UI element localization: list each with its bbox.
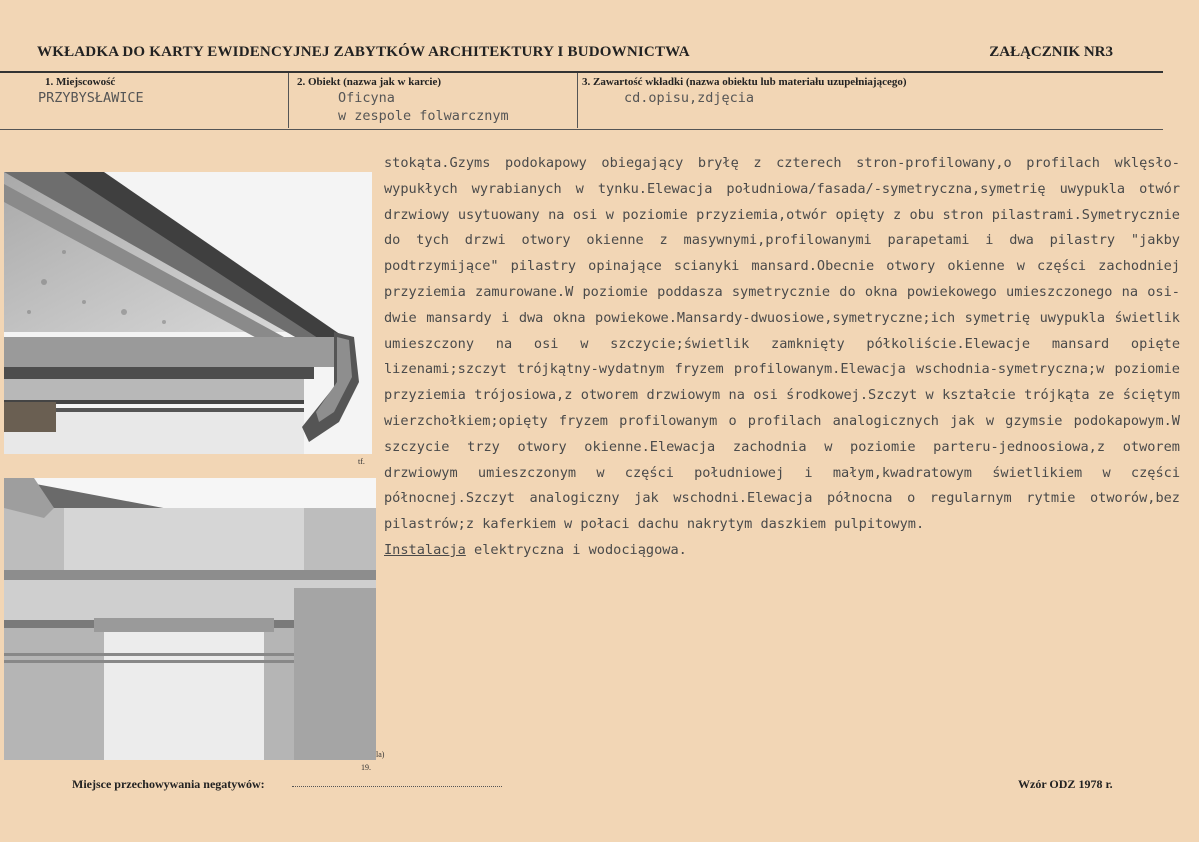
photo-gable-cornice [4,172,372,454]
field-divider-1 [288,73,289,128]
photo-cornice-pilasters [4,478,376,760]
object-value-line2: w zespole folwarcznym [338,108,509,124]
photo1-mark: tf. [358,457,365,466]
contents-label: 3. Zawartość wkładki (nazwa obiektu lub materiału uzupełniającego) [582,76,907,88]
form-title: WKŁADKA DO KARTY EWIDENCYJNEJ ZABYTKÓW ARCHITEKTURY I BUDOWNICTWA [37,44,690,60]
template-label: Wzór ODZ 1978 r. [1018,777,1113,791]
contents-value: cd.opisu,zdjęcia [624,90,755,106]
negatives-label: Miejsce przechowywania negatywów: [72,777,265,791]
negatives-dotted-line [292,786,502,787]
installation-heading: Instalacja [384,541,466,558]
installation-text: elektryczna i wodociągowa. [465,541,687,558]
description-last-line [384,538,1180,564]
header-rule-top [0,71,1163,73]
description-text [384,151,1180,564]
annex-number: ZAŁĄCZNIK NR3 [989,44,1113,60]
locality-label: 1. Miejscowość [45,76,116,88]
object-label: 2. Obiekt (nazwa jak w karcie) [297,76,442,88]
photo2-mark: 19. [361,763,371,772]
locality-value: PRZYBYSŁAWICE [38,90,144,106]
object-value-line1: Oficyna [338,90,395,106]
photo2-side-mark: la) [376,750,385,759]
header-rule-bottom [0,129,1163,130]
field-divider-2 [577,73,578,128]
description-paragraph: stokąta.Gzyms podokapowy obiegający bryłę z czterech stron-profilowany,o profilach wklęsło-wypukłych wyrabianych w tynku.Elewacja południowa/fasada/-symetryczna,symetrię uwypukla otwór drzwiowy usytuowany na osi w poziomie przyziemia,otwór opięty z obu stron pilastrami.Symetrycznie do tych drzwi otwory okienne z masywnymi,profilowanymi parapetami i dwa pilastry "jakby podtrzymijące" pilastry opinające scianyki mansard.Obecnie otwory okienne w części zachodniej przyziemia zamurowane.W poziomie poddasza symetrycznie do okna powiekowego umieszczonego na osi-dwie mansardy i dwa okna powiekowe.Mansardy-dwuosiowe,symetryczne;ich symetrię uwypukla świetlik umieszczony na osi w szczycie;świetlik zamknięty półkoliście.Elewacje mansard opięte lizenami;szczyt trójkątny-wydatnym fryzem profilowanym.Elewacja wschodnia-symetryczna;w poziomie przyziemia trójosiowa,z otworem drzwiowym na osi środkowej.Szczyt w kształcie trójkąta ze ściętym wierzchołkiem;opięty fryzem profilowanym o profilach analogicznych jak w gzymsie podokapowym.W szczycie trzy otwory okienne.Elewacja zachodnia w poziomie parteru-jednoosiowa,z otworem drzwiowym umieszczonym w części południowej i małym,kwadratowym świetlikiem w części północnej.Szczyt analogiczny jak wschodni.Elewacja północna o regularnym rytmie otworów,bez pilastrów;z kaferkiem w połaci dachu nakrytym daszkiem pulpitowym. [384,155,1180,533]
